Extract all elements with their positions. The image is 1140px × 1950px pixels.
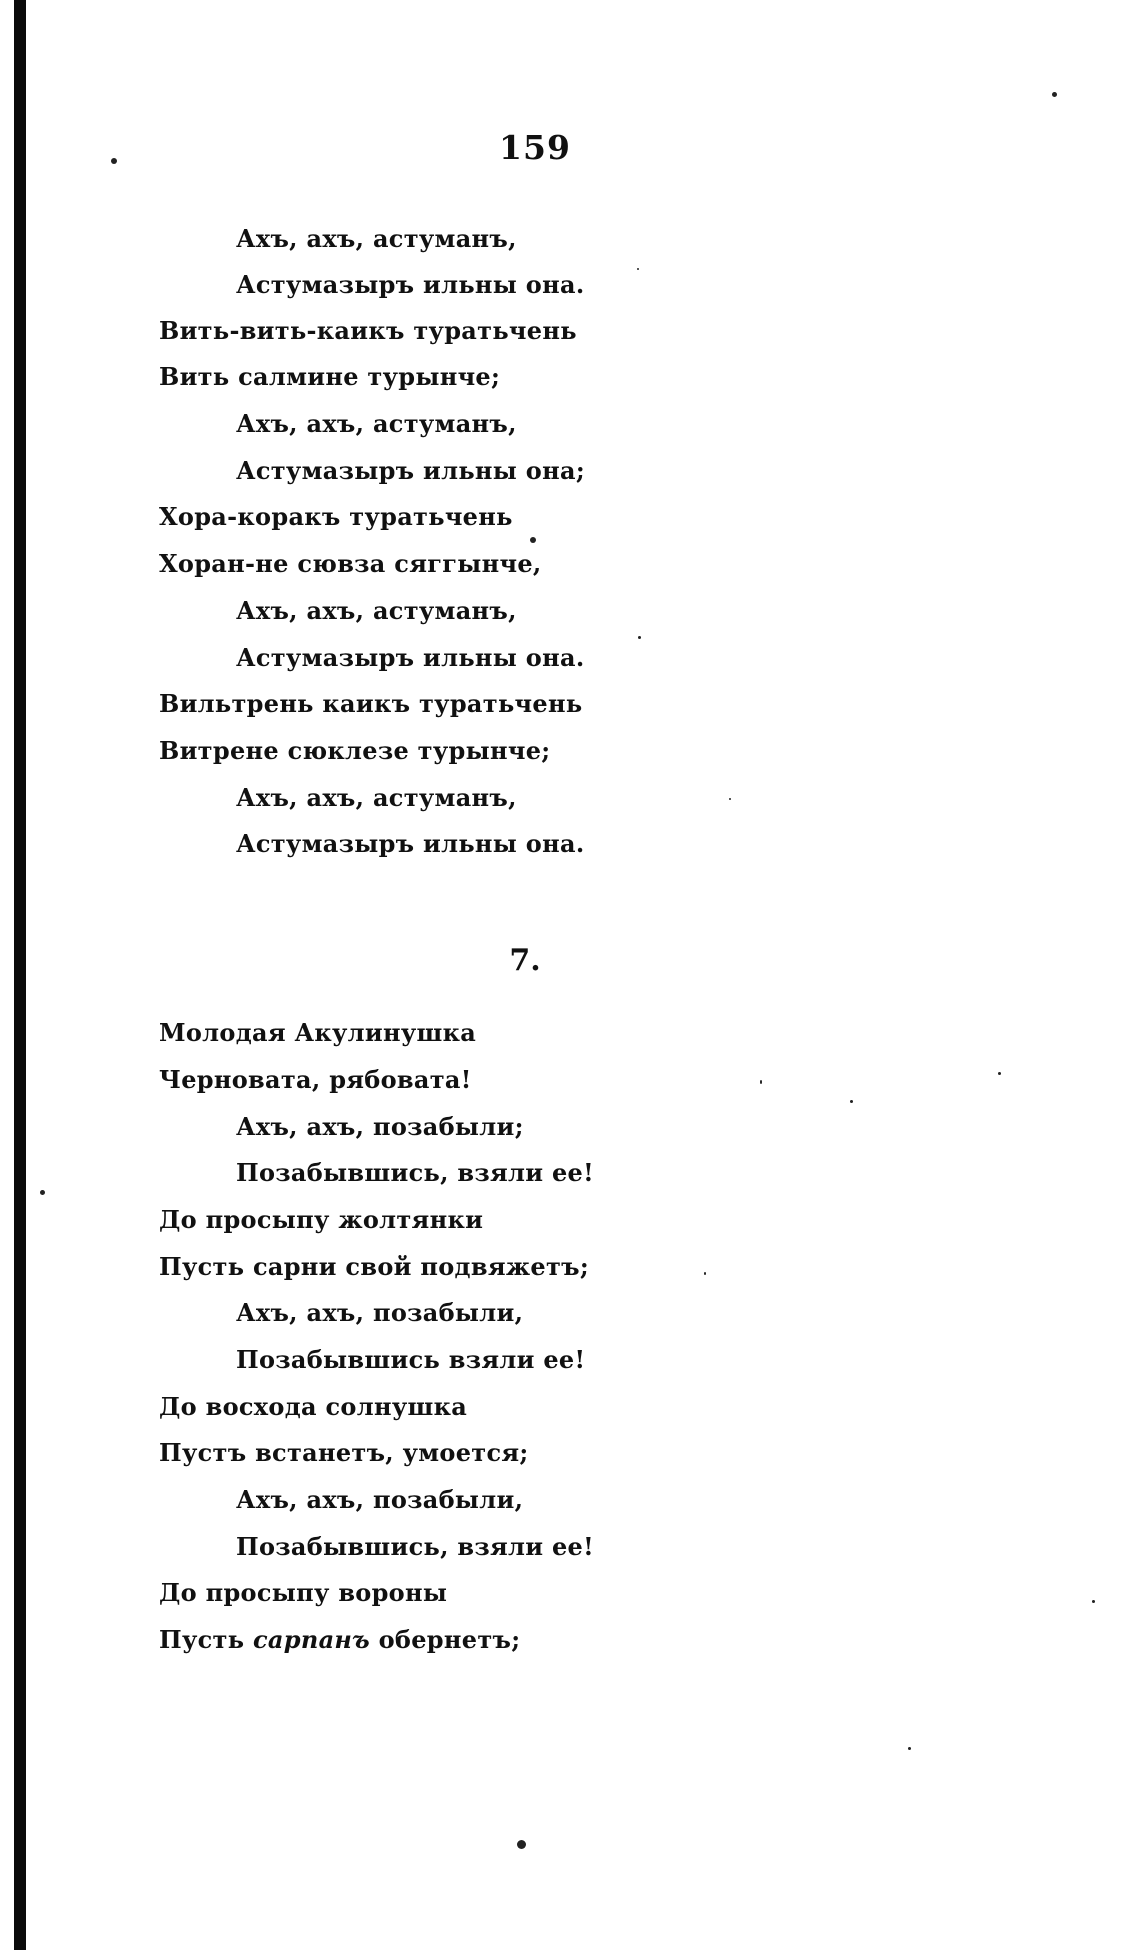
ink-speck [637, 268, 639, 270]
verse-line: Ахъ, ахъ, позабыли, [236, 1485, 524, 1514]
verse-line: Витрене сюклезе турынче; [159, 736, 551, 765]
ink-speck [517, 1840, 526, 1849]
verse-line: Астумазыръ ильны она. [236, 643, 585, 672]
ink-speck [638, 636, 641, 639]
verse-line: Ахъ, ахъ, позабыли, [236, 1298, 524, 1327]
verse-line: Астумазыръ ильны она. [236, 270, 585, 299]
verse-line: Астумазыръ ильны она. [236, 829, 585, 858]
ink-speck [998, 1072, 1001, 1075]
section-number: 7. [509, 943, 541, 978]
verse-line: Астумазыръ ильны она; [236, 456, 585, 485]
verse-line: Ахъ, ахъ, астуманъ, [236, 783, 517, 812]
italic-word: сарпанъ [252, 1625, 370, 1654]
ink-speck [111, 158, 117, 164]
verse-line-with-italic [159, 1625, 520, 1655]
verse-line: Хоран-не сювза сяггынче, [159, 549, 542, 578]
verse-line: Позабывшись, взяли ее! [236, 1158, 594, 1187]
binding-edge [14, 0, 26, 1950]
ink-speck [40, 1190, 45, 1195]
ink-speck [760, 1080, 762, 1084]
ink-speck [1052, 92, 1057, 97]
verse-line: Вильтрень каикъ туратьчень [159, 689, 583, 718]
verse-line: Вить салмине турынче; [159, 362, 501, 391]
ink-speck [850, 1100, 853, 1103]
verse-line: Молодая Акулинушка [159, 1018, 477, 1047]
ink-speck [704, 1272, 706, 1275]
verse-line: До просыпу вороны [159, 1578, 448, 1607]
verse-line: До восхода солнушка [159, 1392, 468, 1421]
verse-line: Ахъ, ахъ, позабыли; [236, 1112, 524, 1141]
verse-line: Ахъ, ахъ, астуманъ, [236, 596, 517, 625]
ink-speck [1092, 1600, 1095, 1603]
verse-line: Вить-вить-каикъ туратьчень [159, 316, 577, 345]
ink-speck [729, 798, 731, 800]
page-number: 159 [499, 128, 571, 167]
verse-line: Позабывшись, взяли ее! [236, 1532, 594, 1561]
verse-text: Пусть [159, 1625, 253, 1654]
verse-line: Пусть сарни свой подвяжетъ; [159, 1252, 589, 1281]
verse-line: Позабывшись взяли ее! [236, 1345, 586, 1374]
verse-line: Черновата, рябовата! [159, 1065, 472, 1094]
ink-speck [908, 1747, 911, 1750]
verse-line: До просыпу жолтянки [159, 1205, 484, 1234]
verse-line: Ахъ, ахъ, астуманъ, [236, 409, 517, 438]
verse-line: Хора-коракъ туратьчень [159, 502, 513, 531]
verse-line: Ахъ, ахъ, астуманъ, [236, 224, 517, 253]
verse-line: Пустъ встанетъ, умоется; [159, 1438, 529, 1467]
ink-speck [530, 537, 536, 543]
verse-text: обернетъ; [369, 1625, 521, 1654]
